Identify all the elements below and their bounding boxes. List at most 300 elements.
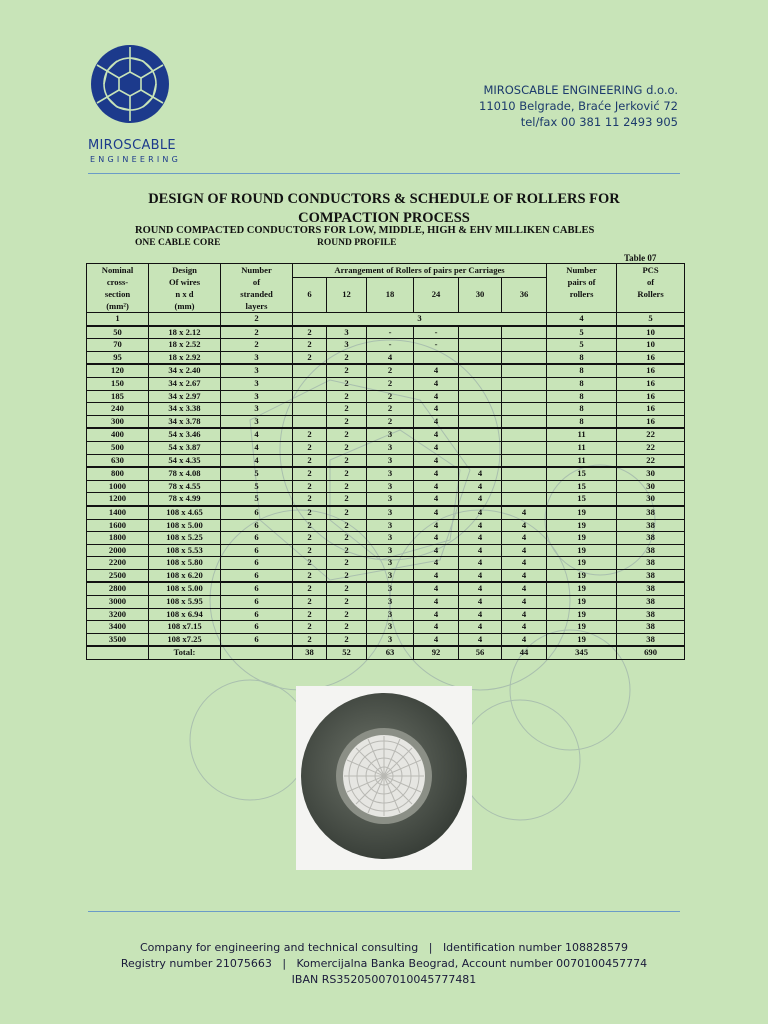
document-subtitle: ROUND COMPACTED CONDUCTORS FOR LOW, MIDDLE, HIGH & EHV MILLIKEN CABLES (135, 225, 595, 236)
table-cell: 34 x 2.97 (149, 390, 221, 403)
company-info (479, 82, 678, 130)
table-cell: 54 x 3.46 (149, 428, 221, 441)
table-row (87, 582, 685, 595)
table-cell: 38 (617, 633, 685, 646)
table-cell: 4 (502, 621, 547, 634)
table-cell: 10 (617, 326, 685, 339)
table-cell: 2 (293, 608, 327, 621)
table-cell: 19 (547, 532, 617, 545)
table-cell: 2 (327, 596, 367, 609)
table-cell: 2 (293, 493, 327, 506)
table-cell: 19 (547, 582, 617, 595)
table-header-row (87, 264, 685, 278)
table-cell: 400 (87, 428, 149, 441)
table-cell: 4 (459, 544, 502, 557)
table-cell: 4 (502, 633, 547, 646)
table-cell: 4 (414, 582, 459, 595)
table-cell: 95 (87, 351, 149, 364)
table-cell: 8 (547, 364, 617, 377)
table-cell: 108 x 4.65 (149, 506, 221, 519)
table-cell: 3 (367, 428, 414, 441)
header-carriage-6: 6 (293, 278, 327, 313)
table-cell: 3000 (87, 596, 149, 609)
total-cell: 92 (414, 646, 459, 659)
table-cell: 800 (87, 467, 149, 480)
table-cell: 4 (414, 532, 459, 545)
table-cell: 6 (221, 519, 293, 532)
table-row (87, 364, 685, 377)
table-cell: 6 (221, 506, 293, 519)
table-cell (502, 467, 547, 480)
total-cell: 44 (502, 646, 547, 659)
table-cell (459, 415, 502, 428)
table-cell: 3 (367, 493, 414, 506)
table-cell: 4 (414, 569, 459, 582)
table-cell: 4 (221, 441, 293, 454)
table-cell: 4 (459, 519, 502, 532)
core-label: ONE CABLE CORE (135, 238, 221, 248)
table-caption: Table 07 (624, 253, 657, 263)
table-cell (459, 454, 502, 467)
table-cell: 2 (293, 633, 327, 646)
table-row (87, 532, 685, 545)
table-row (87, 544, 685, 557)
table-cell (502, 428, 547, 441)
table-cell: 38 (617, 519, 685, 532)
table-cell: 38 (617, 506, 685, 519)
header-carriage-30: 30 (459, 278, 502, 313)
table-cell: 2 (293, 532, 327, 545)
table-cell: 4 (414, 390, 459, 403)
table-cell: 2 (327, 415, 367, 428)
table-cell: - (414, 339, 459, 352)
table-cell: 19 (547, 608, 617, 621)
table-cell: 3 (221, 351, 293, 364)
table-cell: 1400 (87, 506, 149, 519)
table-cell: 2 (293, 557, 327, 570)
table-cell: 3 (221, 415, 293, 428)
logo-subtitle: ENGINEERING (90, 155, 181, 164)
table-cell: 2 (367, 390, 414, 403)
table-cell: 10 (617, 339, 685, 352)
table-cell: 38 (617, 569, 685, 582)
table-cell: 54 x 4.35 (149, 454, 221, 467)
table-cell (459, 326, 502, 339)
table-cell: 30 (617, 493, 685, 506)
table-cell: 19 (547, 519, 617, 532)
footer-line-3: IBAN RS35205007010045777481 (291, 973, 477, 986)
table-cell: 2 (327, 403, 367, 416)
table-cell: 2 (327, 390, 367, 403)
table-cell (414, 351, 459, 364)
table-cell: 3 (367, 557, 414, 570)
total-cell: 345 (547, 646, 617, 659)
table-cell: 4 (414, 621, 459, 634)
table-cell: 1600 (87, 519, 149, 532)
table-cell: 120 (87, 364, 149, 377)
table-cell: 108 x7.25 (149, 633, 221, 646)
table-row (87, 608, 685, 621)
table-cell: 2000 (87, 544, 149, 557)
table-cell: 2 (221, 339, 293, 352)
table-cell: 1000 (87, 480, 149, 493)
company-name: MIROSCABLE ENGINEERING d.o.o. (483, 83, 678, 97)
table-cell: 4 (459, 506, 502, 519)
table-row (87, 506, 685, 519)
table-row (87, 557, 685, 570)
table-row (87, 596, 685, 609)
table-row (87, 569, 685, 582)
table-cell: 6 (221, 569, 293, 582)
company-logo (88, 44, 181, 164)
table-cell: 3400 (87, 621, 149, 634)
table-cell: 108 x 6.94 (149, 608, 221, 621)
table-cell: 16 (617, 415, 685, 428)
table-row (87, 403, 685, 416)
table-cell: 3 (367, 544, 414, 557)
table-cell: 78 x 4.99 (149, 493, 221, 506)
table-cell: 6 (221, 557, 293, 570)
table-cell: 108 x 5.80 (149, 557, 221, 570)
table-cell: 4 (502, 608, 547, 621)
header-design: Design Of wires n x d (mm) (149, 264, 221, 313)
table-cell (502, 326, 547, 339)
table-cell: 38 (617, 596, 685, 609)
table-cell: 16 (617, 351, 685, 364)
index-cell: 3 (293, 313, 547, 326)
table-cell: 34 x 2.40 (149, 364, 221, 377)
table-cell: 2 (327, 608, 367, 621)
table-cell (502, 415, 547, 428)
table-cell: 4 (414, 544, 459, 557)
table-cell: 6 (221, 582, 293, 595)
table-cell (293, 364, 327, 377)
table-cell: 3 (367, 519, 414, 532)
table-cell: 108 x 5.00 (149, 519, 221, 532)
table-cell: 3 (367, 506, 414, 519)
table-cell: 1200 (87, 493, 149, 506)
table-cell: 2500 (87, 569, 149, 582)
index-cell: 1 (87, 313, 149, 326)
table-cell: 240 (87, 403, 149, 416)
table-cell: 4 (459, 621, 502, 634)
table-cell: 3 (221, 390, 293, 403)
table-cell: 3 (367, 633, 414, 646)
total-label: Total: (149, 646, 221, 659)
table-cell: 38 (617, 532, 685, 545)
table-cell: 19 (547, 596, 617, 609)
table-cell: 8 (547, 351, 617, 364)
table-cell: 18 x 2.52 (149, 339, 221, 352)
table-cell: 2 (327, 621, 367, 634)
table-cell: 6 (221, 596, 293, 609)
table-cell (459, 390, 502, 403)
table-cell: 4 (459, 532, 502, 545)
table-cell: 3 (367, 608, 414, 621)
table-cell: 2 (293, 441, 327, 454)
table-cell (293, 415, 327, 428)
table-cell: 15 (547, 480, 617, 493)
table-cell: 500 (87, 441, 149, 454)
table-cell: 2 (367, 403, 414, 416)
footer-line-2: Registry number 21075663 | Komercijalna Banka Beograd, Account number 0070100457774 (120, 957, 648, 970)
table-cell: 19 (547, 633, 617, 646)
table-cell: 3 (327, 339, 367, 352)
table-cell: 38 (617, 608, 685, 621)
table-cell: 2 (327, 467, 367, 480)
table-cell (502, 377, 547, 390)
table-cell: 4 (459, 633, 502, 646)
table-cell: 2 (293, 467, 327, 480)
table-cell: 4 (459, 596, 502, 609)
table-row (87, 428, 685, 441)
table-cell: 4 (459, 557, 502, 570)
table-cell: 6 (221, 633, 293, 646)
table-cell (459, 364, 502, 377)
table-cell (459, 377, 502, 390)
table-cell: 18 x 2.92 (149, 351, 221, 364)
table-cell: 150 (87, 377, 149, 390)
total-cell (87, 646, 149, 659)
total-cell: 52 (327, 646, 367, 659)
total-cell: 690 (617, 646, 685, 659)
table-cell: 4 (459, 569, 502, 582)
table-cell: - (414, 326, 459, 339)
table-cell: - (367, 339, 414, 352)
company-phone: tel/fax 00 381 11 2493 905 (520, 115, 678, 129)
table-total-row (87, 646, 685, 659)
table-cell: 4 (502, 506, 547, 519)
table-cell (293, 377, 327, 390)
header-pcs: PCS of Rollers (617, 264, 685, 313)
table-row (87, 326, 685, 339)
table-cell: 2 (327, 364, 367, 377)
table-cell (502, 441, 547, 454)
table-cell: 34 x 3.78 (149, 415, 221, 428)
table-cell: 3500 (87, 633, 149, 646)
table-cell: 16 (617, 390, 685, 403)
table-cell: 2 (293, 480, 327, 493)
table-cell (502, 390, 547, 403)
table-cell: 78 x 4.55 (149, 480, 221, 493)
table-cell: 4 (414, 493, 459, 506)
table-cell: 2 (327, 377, 367, 390)
table-row (87, 621, 685, 634)
table-cell: 16 (617, 403, 685, 416)
table-cell (459, 428, 502, 441)
table-row (87, 415, 685, 428)
table-cell: 5 (221, 480, 293, 493)
table-cell: 38 (617, 621, 685, 634)
table-cell (293, 390, 327, 403)
index-cell: 2 (221, 313, 293, 326)
table-cell: 4 (367, 351, 414, 364)
table-cell: 2 (327, 480, 367, 493)
table-cell: 1800 (87, 532, 149, 545)
table-cell: 38 (617, 582, 685, 595)
total-cell (221, 646, 293, 659)
header-section: Nominal cross- section (mm²) (87, 264, 149, 313)
table-row (87, 339, 685, 352)
table-cell: 108 x 5.53 (149, 544, 221, 557)
table-cell: 108 x 5.25 (149, 532, 221, 545)
table-cell: 38 (617, 557, 685, 570)
table-cell: 3 (327, 326, 367, 339)
logo-mark-icon (90, 44, 170, 124)
table-cell: 8 (547, 390, 617, 403)
table-cell: 2 (327, 582, 367, 595)
table-cell: 22 (617, 441, 685, 454)
table-cell: 11 (547, 454, 617, 467)
table-cell: 11 (547, 428, 617, 441)
table-cell: 4 (459, 480, 502, 493)
table-cell: 4 (502, 519, 547, 532)
table-cell: 2200 (87, 557, 149, 570)
table-cell: 4 (414, 519, 459, 532)
table-cell: 630 (87, 454, 149, 467)
table-cell (502, 480, 547, 493)
table-cell: 108 x 6.20 (149, 569, 221, 582)
table-cell: 2 (293, 326, 327, 339)
table-cell: 4 (502, 596, 547, 609)
table-cell: 4 (414, 377, 459, 390)
index-cell (149, 313, 221, 326)
table-cell (502, 493, 547, 506)
table-cell: 22 (617, 428, 685, 441)
table-cell: 3 (367, 467, 414, 480)
table-cell: 19 (547, 621, 617, 634)
table-cell: 19 (547, 544, 617, 557)
table-cell: 2 (327, 493, 367, 506)
header-layers: Number of stranded layers (221, 264, 293, 313)
table-cell (293, 403, 327, 416)
table-cell (502, 339, 547, 352)
table-cell (459, 403, 502, 416)
table-cell: 6 (221, 544, 293, 557)
table-cell: 4 (414, 608, 459, 621)
table-row (87, 467, 685, 480)
total-cell: 63 (367, 646, 414, 659)
table-row (87, 480, 685, 493)
table-cell: 5 (221, 493, 293, 506)
table-cell: 2 (293, 506, 327, 519)
table-cell: 2 (293, 569, 327, 582)
table-cell: 2 (367, 377, 414, 390)
header-carriage-18: 18 (367, 278, 414, 313)
table-cell (502, 351, 547, 364)
table-cell: 5 (221, 467, 293, 480)
table-cell: 19 (547, 569, 617, 582)
table-row (87, 519, 685, 532)
table-cell (459, 339, 502, 352)
table-cell: 16 (617, 377, 685, 390)
table-cell: - (367, 326, 414, 339)
table-cell: 3 (367, 480, 414, 493)
table-cell: 19 (547, 506, 617, 519)
table-cell: 3 (367, 596, 414, 609)
table-cell: 4 (414, 364, 459, 377)
table-cell: 4 (414, 403, 459, 416)
table-cell: 185 (87, 390, 149, 403)
table-cell: 3 (367, 532, 414, 545)
table-cell: 4 (414, 633, 459, 646)
table-cell: 18 x 2.12 (149, 326, 221, 339)
table-cell: 2 (293, 339, 327, 352)
table-cell: 6 (221, 621, 293, 634)
table-cell: 4 (414, 506, 459, 519)
table-cell: 70 (87, 339, 149, 352)
table-cell: 3 (367, 454, 414, 467)
header-divider (88, 173, 680, 174)
table-cell: 2 (293, 351, 327, 364)
table-cell: 4 (414, 415, 459, 428)
table-cell: 34 x 3.38 (149, 403, 221, 416)
table-cell: 2 (293, 544, 327, 557)
table-cell: 4 (502, 569, 547, 582)
table-cell: 2 (221, 326, 293, 339)
table-cell: 108 x 5.95 (149, 596, 221, 609)
conductor-cross-section-photo (296, 686, 472, 870)
table-cell: 4 (414, 596, 459, 609)
table-cell (459, 351, 502, 364)
table-cell: 4 (502, 557, 547, 570)
table-cell: 8 (547, 415, 617, 428)
table-cell: 4 (221, 428, 293, 441)
table-cell (502, 364, 547, 377)
table-cell (502, 454, 547, 467)
table-cell: 78 x 4.08 (149, 467, 221, 480)
table-cell: 3 (221, 364, 293, 377)
table-cell: 38 (617, 544, 685, 557)
table-cell: 15 (547, 467, 617, 480)
table-cell: 3 (367, 582, 414, 595)
rollers-table (86, 263, 685, 660)
table-cell: 4 (414, 480, 459, 493)
table-cell: 2 (327, 519, 367, 532)
index-cell: 5 (617, 313, 685, 326)
table-cell: 2 (367, 364, 414, 377)
table-cell: 6 (221, 608, 293, 621)
footer (0, 940, 768, 988)
table-cell: 15 (547, 493, 617, 506)
table-cell: 3 (221, 403, 293, 416)
table-cell: 3 (367, 569, 414, 582)
document-title: DESIGN OF ROUND CONDUCTORS & SCHEDULE OF ROLLERS FOR COMPACTION PROCESS (148, 191, 620, 226)
table-cell: 4 (414, 557, 459, 570)
total-cell: 56 (459, 646, 502, 659)
table-cell: 16 (617, 364, 685, 377)
header-carriage-24: 24 (414, 278, 459, 313)
table-cell: 4 (459, 608, 502, 621)
table-cell: 2 (327, 428, 367, 441)
table-cell: 4 (459, 467, 502, 480)
header-carriage-36: 36 (502, 278, 547, 313)
table-cell: 22 (617, 454, 685, 467)
table-cell: 2 (327, 633, 367, 646)
table-cell: 2 (293, 621, 327, 634)
table-cell: 2 (327, 351, 367, 364)
company-address: 11010 Belgrade, Braće Jerković 72 (479, 99, 678, 113)
table-cell: 6 (221, 532, 293, 545)
table-cell: 2 (327, 544, 367, 557)
table-cell: 54 x 3.87 (149, 441, 221, 454)
table-cell: 50 (87, 326, 149, 339)
table-cell: 34 x 2.67 (149, 377, 221, 390)
footer-line-1: Company for engineering and technical consulting | Identification number 108828579 (140, 941, 628, 954)
header-carriage-12: 12 (327, 278, 367, 313)
table-cell: 8 (547, 403, 617, 416)
table-cell: 3 (367, 441, 414, 454)
